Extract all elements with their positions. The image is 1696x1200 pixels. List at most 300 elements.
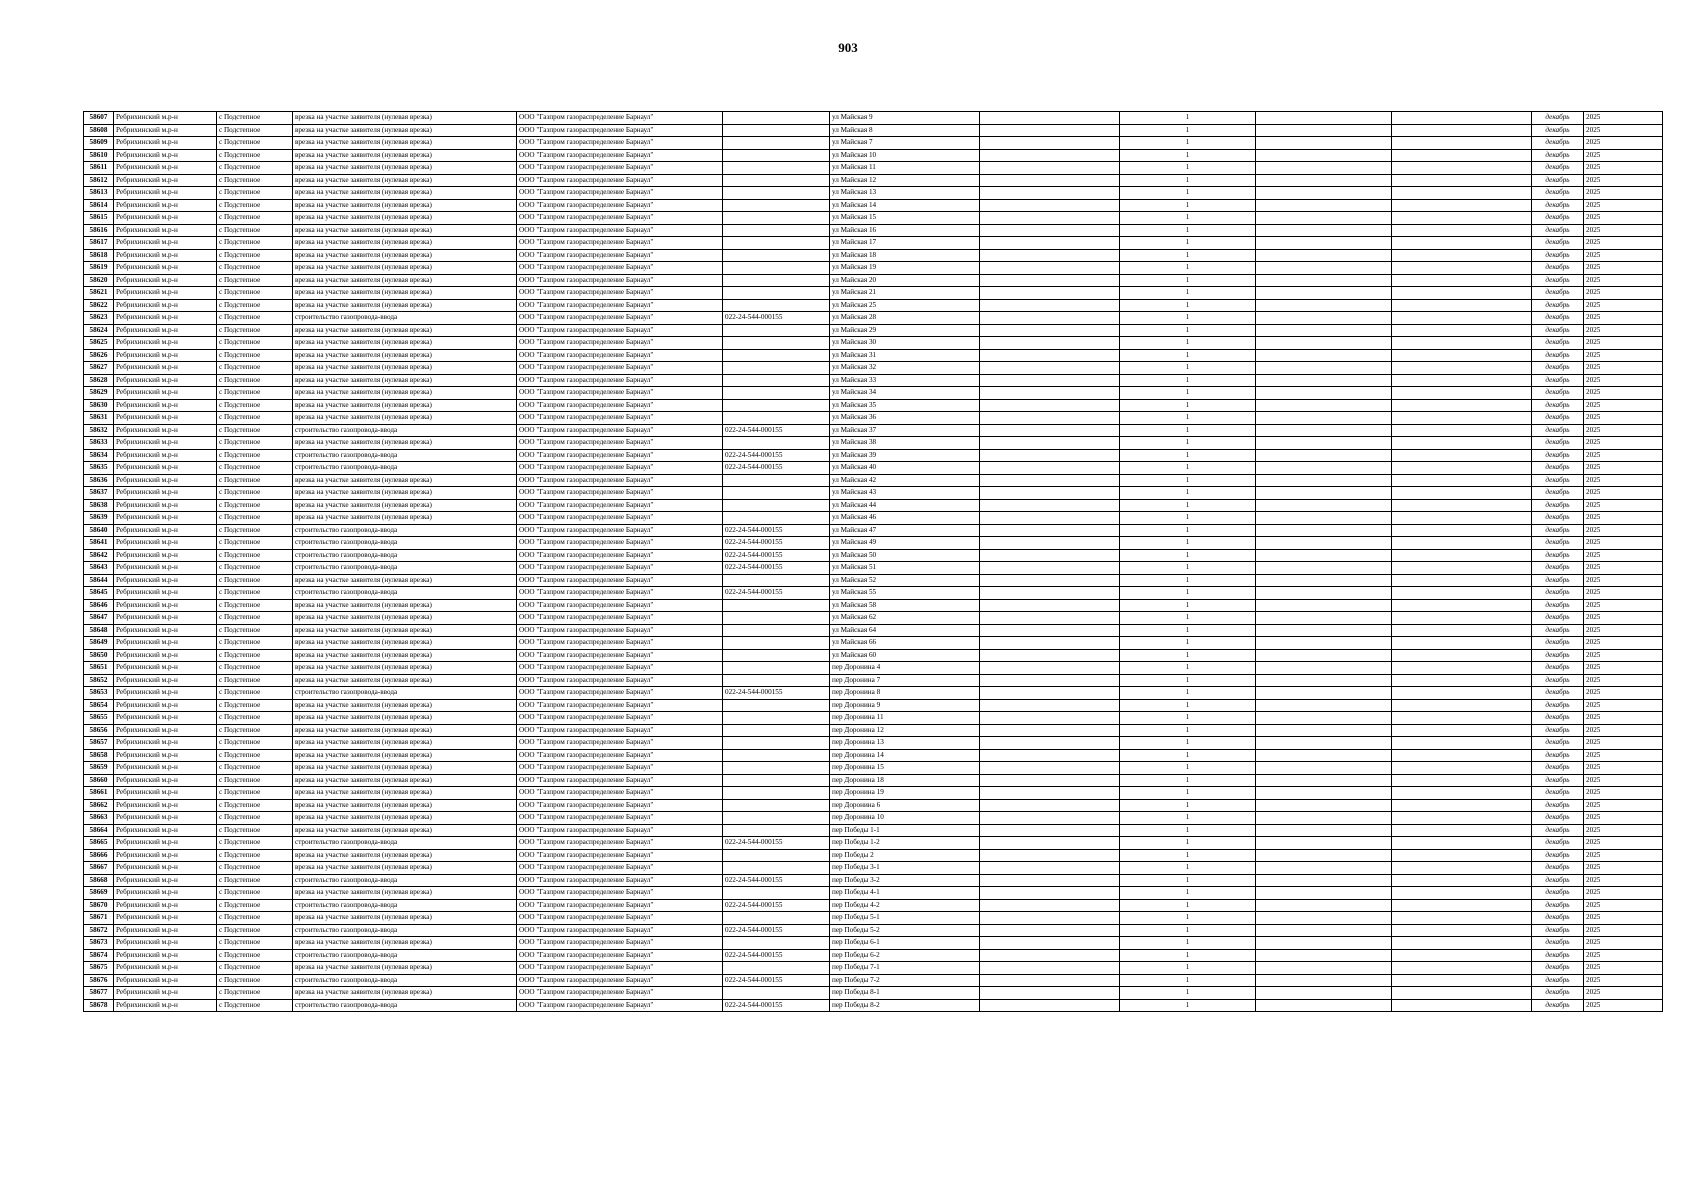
address-cell: пер Победы 8-1	[830, 987, 980, 1000]
empty-cell	[1392, 837, 1532, 850]
district-cell: Ребрихинский м.р-н	[114, 237, 217, 250]
year-cell: 2025	[1584, 999, 1663, 1012]
empty-cell	[980, 112, 1120, 125]
district-cell: Ребрихинский м.р-н	[114, 662, 217, 675]
organization-cell: ООО "Газпром газораспределение Барнаул"	[517, 574, 723, 587]
organization-cell: ООО "Газпром газораспределение Барнаул"	[517, 924, 723, 937]
month-cell: декабрь	[1532, 474, 1584, 487]
empty-cell	[1256, 924, 1392, 937]
empty-cell	[1392, 112, 1532, 125]
empty-cell	[1256, 987, 1392, 1000]
address-cell: пер Доронина 15	[830, 762, 980, 775]
district-cell: Ребрихинский м.р-н	[114, 437, 217, 450]
address-cell: ул Майская 66	[830, 637, 980, 650]
district-cell: Ребрихинский м.р-н	[114, 624, 217, 637]
contract-number-cell: 022-24-544-000155	[723, 462, 830, 475]
table-row	[84, 287, 1663, 300]
empty-cell	[1256, 587, 1392, 600]
month-cell: декабрь	[1532, 437, 1584, 450]
empty-cell	[1392, 899, 1532, 912]
organization-cell: ООО "Газпром газораспределение Барнаул"	[517, 112, 723, 125]
table-row	[84, 512, 1663, 525]
quantity-cell: 1	[1120, 924, 1256, 937]
work-type-cell: строительство газопровода-ввода	[293, 587, 517, 600]
organization-cell: ООО "Газпром газораспределение Барнаул"	[517, 399, 723, 412]
contract-number-cell	[723, 812, 830, 825]
settlement-cell: с Подстепное	[217, 912, 293, 925]
settlement-cell: с Подстепное	[217, 487, 293, 500]
settlement-cell: с Подстепное	[217, 887, 293, 900]
month-cell: декабрь	[1532, 324, 1584, 337]
year-cell: 2025	[1584, 649, 1663, 662]
work-type-cell: врезка на участке заявителя (нулевая врезка)	[293, 149, 517, 162]
organization-cell: ООО "Газпром газораспределение Барнаул"	[517, 874, 723, 887]
quantity-cell: 1	[1120, 937, 1256, 950]
record-id-cell: 58655	[84, 712, 114, 725]
quantity-cell: 1	[1120, 349, 1256, 362]
month-cell: декабрь	[1532, 687, 1584, 700]
contract-number-cell	[723, 262, 830, 275]
address-cell: ул Майская 29	[830, 324, 980, 337]
organization-cell: ООО "Газпром газораспределение Барнаул"	[517, 274, 723, 287]
table-row	[84, 199, 1663, 212]
address-cell: пер Победы 6-1	[830, 937, 980, 950]
contract-number-cell	[723, 199, 830, 212]
quantity-cell: 1	[1120, 212, 1256, 225]
month-cell: декабрь	[1532, 724, 1584, 737]
district-cell: Ребрихинский м.р-н	[114, 249, 217, 262]
table-row	[84, 462, 1663, 475]
address-cell: ул Майская 16	[830, 224, 980, 237]
record-id-cell: 58629	[84, 387, 114, 400]
record-id-cell: 58660	[84, 774, 114, 787]
organization-cell: ООО "Газпром газораспределение Барнаул"	[517, 937, 723, 950]
contract-number-cell	[723, 299, 830, 312]
table-row	[84, 174, 1663, 187]
address-cell: ул Майская 18	[830, 249, 980, 262]
district-cell: Ребрихинский м.р-н	[114, 699, 217, 712]
table-row	[84, 762, 1663, 775]
address-cell: ул Майская 47	[830, 524, 980, 537]
year-cell: 2025	[1584, 449, 1663, 462]
record-id-cell: 58632	[84, 424, 114, 437]
empty-cell	[980, 974, 1120, 987]
work-type-cell: врезка на участке заявителя (нулевая врезка)	[293, 724, 517, 737]
contract-number-cell	[723, 862, 830, 875]
empty-cell	[1392, 137, 1532, 150]
quantity-cell: 1	[1120, 812, 1256, 825]
settlement-cell: с Подстепное	[217, 524, 293, 537]
empty-cell	[980, 424, 1120, 437]
work-type-cell: врезка на участке заявителя (нулевая врезка)	[293, 262, 517, 275]
year-cell: 2025	[1584, 549, 1663, 562]
empty-cell	[1392, 437, 1532, 450]
work-type-cell: врезка на участке заявителя (нулевая врезка)	[293, 862, 517, 875]
empty-cell	[980, 499, 1120, 512]
contract-number-cell: 022-24-544-000155	[723, 924, 830, 937]
settlement-cell: с Подстепное	[217, 187, 293, 200]
record-id-cell: 58641	[84, 537, 114, 550]
organization-cell: ООО "Газпром газораспределение Барнаул"	[517, 512, 723, 525]
empty-cell	[980, 637, 1120, 650]
empty-cell	[1256, 837, 1392, 850]
address-cell: ул Майская 8	[830, 124, 980, 137]
organization-cell: ООО "Газпром газораспределение Барнаул"	[517, 499, 723, 512]
month-cell: декабрь	[1532, 974, 1584, 987]
empty-cell	[1256, 512, 1392, 525]
table-row	[84, 899, 1663, 912]
table-row	[84, 937, 1663, 950]
contract-number-cell	[723, 699, 830, 712]
quantity-cell: 1	[1120, 174, 1256, 187]
contract-number-cell: 022-24-544-000155	[723, 537, 830, 550]
year-cell: 2025	[1584, 574, 1663, 587]
district-cell: Ребрихинский м.р-н	[114, 462, 217, 475]
empty-cell	[1392, 212, 1532, 225]
month-cell: декабрь	[1532, 549, 1584, 562]
quantity-cell: 1	[1120, 199, 1256, 212]
contract-number-cell	[723, 212, 830, 225]
settlement-cell: с Подстепное	[217, 399, 293, 412]
work-type-cell: врезка на участке заявителя (нулевая врезка)	[293, 212, 517, 225]
year-cell: 2025	[1584, 849, 1663, 862]
year-cell: 2025	[1584, 862, 1663, 875]
district-cell: Ребрихинский м.р-н	[114, 187, 217, 200]
work-type-cell: врезка на участке заявителя (нулевая врезка)	[293, 699, 517, 712]
work-type-cell: врезка на участке заявителя (нулевая врезка)	[293, 337, 517, 350]
table-row	[84, 962, 1663, 975]
organization-cell: ООО "Газпром газораспределение Барнаул"	[517, 324, 723, 337]
month-cell: декабрь	[1532, 599, 1584, 612]
settlement-cell: с Подстепное	[217, 424, 293, 437]
empty-cell	[980, 862, 1120, 875]
district-cell: Ребрихинский м.р-н	[114, 587, 217, 600]
work-type-cell: врезка на участке заявителя (нулевая врезка)	[293, 299, 517, 312]
district-cell: Ребрихинский м.р-н	[114, 312, 217, 325]
empty-cell	[980, 699, 1120, 712]
address-cell: ул Майская 38	[830, 437, 980, 450]
year-cell: 2025	[1584, 537, 1663, 550]
empty-cell	[1256, 124, 1392, 137]
empty-cell	[1392, 362, 1532, 375]
empty-cell	[1256, 237, 1392, 250]
contract-number-cell	[723, 762, 830, 775]
year-cell: 2025	[1584, 237, 1663, 250]
record-id-cell: 58622	[84, 299, 114, 312]
address-cell: ул Майская 50	[830, 549, 980, 562]
district-cell: Ребрихинский м.р-н	[114, 787, 217, 800]
district-cell: Ребрихинский м.р-н	[114, 649, 217, 662]
district-cell: Ребрихинский м.р-н	[114, 362, 217, 375]
empty-cell	[1392, 387, 1532, 400]
settlement-cell: с Подстепное	[217, 687, 293, 700]
empty-cell	[980, 662, 1120, 675]
settlement-cell: с Подстепное	[217, 737, 293, 750]
address-cell: ул Майская 17	[830, 237, 980, 250]
quantity-cell: 1	[1120, 762, 1256, 775]
organization-cell: ООО "Газпром газораспределение Барнаул"	[517, 687, 723, 700]
contract-number-cell	[723, 662, 830, 675]
empty-cell	[980, 737, 1120, 750]
empty-cell	[980, 449, 1120, 462]
empty-cell	[1392, 749, 1532, 762]
contract-number-cell	[723, 512, 830, 525]
work-type-cell: строительство газопровода-ввода	[293, 524, 517, 537]
empty-cell	[980, 624, 1120, 637]
contract-number-cell	[723, 162, 830, 175]
contract-number-cell: 022-24-544-000155	[723, 687, 830, 700]
empty-cell	[980, 924, 1120, 937]
record-id-cell: 58669	[84, 887, 114, 900]
organization-cell: ООО "Газпром газораспределение Барнаул"	[517, 137, 723, 150]
quantity-cell: 1	[1120, 162, 1256, 175]
empty-cell	[1256, 362, 1392, 375]
district-cell: Ребрихинский м.р-н	[114, 937, 217, 950]
empty-cell	[1256, 899, 1392, 912]
address-cell: пер Доронина 13	[830, 737, 980, 750]
address-cell: ул Майская 37	[830, 424, 980, 437]
organization-cell: ООО "Газпром газораспределение Барнаул"	[517, 999, 723, 1012]
month-cell: декабрь	[1532, 524, 1584, 537]
month-cell: декабрь	[1532, 274, 1584, 287]
month-cell: декабрь	[1532, 562, 1584, 575]
settlement-cell: с Подстепное	[217, 699, 293, 712]
month-cell: декабрь	[1532, 449, 1584, 462]
year-cell: 2025	[1584, 387, 1663, 400]
month-cell: декабрь	[1532, 674, 1584, 687]
organization-cell: ООО "Газпром газораспределение Барнаул"	[517, 837, 723, 850]
record-id-cell: 58674	[84, 949, 114, 962]
table-row	[84, 712, 1663, 725]
quantity-cell: 1	[1120, 862, 1256, 875]
district-cell: Ребрихинский м.р-н	[114, 274, 217, 287]
record-id-cell: 58652	[84, 674, 114, 687]
year-cell: 2025	[1584, 362, 1663, 375]
settlement-cell: с Подстепное	[217, 362, 293, 375]
settlement-cell: с Подстепное	[217, 412, 293, 425]
month-cell: декабрь	[1532, 849, 1584, 862]
empty-cell	[980, 437, 1120, 450]
work-type-cell: врезка на участке заявителя (нулевая врезка)	[293, 812, 517, 825]
organization-cell: ООО "Газпром газораспределение Барнаул"	[517, 287, 723, 300]
empty-cell	[1256, 424, 1392, 437]
empty-cell	[980, 887, 1120, 900]
empty-cell	[1392, 974, 1532, 987]
empty-cell	[1392, 462, 1532, 475]
empty-cell	[1392, 149, 1532, 162]
table-row	[84, 337, 1663, 350]
contract-number-cell	[723, 187, 830, 200]
address-cell: ул Майская 20	[830, 274, 980, 287]
settlement-cell: с Подстепное	[217, 549, 293, 562]
address-cell: ул Майская 46	[830, 512, 980, 525]
year-cell: 2025	[1584, 137, 1663, 150]
contract-number-cell	[723, 749, 830, 762]
quantity-cell: 1	[1120, 849, 1256, 862]
work-type-cell: врезка на участке заявителя (нулевая врезка)	[293, 649, 517, 662]
empty-cell	[980, 312, 1120, 325]
empty-cell	[1392, 374, 1532, 387]
district-cell: Ребрихинский м.р-н	[114, 874, 217, 887]
work-type-cell: врезка на участке заявителя (нулевая врезка)	[293, 737, 517, 750]
empty-cell	[980, 712, 1120, 725]
empty-cell	[980, 174, 1120, 187]
empty-cell	[1256, 287, 1392, 300]
year-cell: 2025	[1584, 499, 1663, 512]
empty-cell	[1256, 862, 1392, 875]
month-cell: декабрь	[1532, 649, 1584, 662]
organization-cell: ООО "Газпром газораспределение Барнаул"	[517, 224, 723, 237]
settlement-cell: с Подстепное	[217, 249, 293, 262]
settlement-cell: с Подстепное	[217, 837, 293, 850]
record-id-cell: 58643	[84, 562, 114, 575]
month-cell: декабрь	[1532, 837, 1584, 850]
empty-cell	[1392, 399, 1532, 412]
empty-cell	[1256, 137, 1392, 150]
work-type-cell: строительство газопровода-ввода	[293, 312, 517, 325]
empty-cell	[980, 562, 1120, 575]
contract-number-cell	[723, 937, 830, 950]
address-cell: ул Майская 7	[830, 137, 980, 150]
settlement-cell: с Подстепное	[217, 562, 293, 575]
record-id-cell: 58628	[84, 374, 114, 387]
month-cell: декабрь	[1532, 799, 1584, 812]
contract-number-cell	[723, 412, 830, 425]
quantity-cell: 1	[1120, 424, 1256, 437]
organization-cell: ООО "Газпром газораспределение Барнаул"	[517, 762, 723, 775]
address-cell: ул Майская 13	[830, 187, 980, 200]
record-id-cell: 58666	[84, 849, 114, 862]
organization-cell: ООО "Газпром газораспределение Барнаул"	[517, 237, 723, 250]
record-id-cell: 58614	[84, 199, 114, 212]
contract-number-cell: 022-24-544-000155	[723, 587, 830, 600]
record-id-cell: 58659	[84, 762, 114, 775]
contract-number-cell	[723, 774, 830, 787]
settlement-cell: с Подстепное	[217, 387, 293, 400]
table-row	[84, 824, 1663, 837]
empty-cell	[1392, 274, 1532, 287]
empty-cell	[980, 299, 1120, 312]
quantity-cell: 1	[1120, 462, 1256, 475]
district-cell: Ребрихинский м.р-н	[114, 599, 217, 612]
empty-cell	[980, 412, 1120, 425]
organization-cell: ООО "Газпром газораспределение Барнаул"	[517, 862, 723, 875]
empty-cell	[1392, 774, 1532, 787]
organization-cell: ООО "Газпром газораспределение Барнаул"	[517, 724, 723, 737]
quantity-cell: 1	[1120, 624, 1256, 637]
table-row	[84, 562, 1663, 575]
address-cell: ул Майская 25	[830, 299, 980, 312]
district-cell: Ребрихинский м.р-н	[114, 824, 217, 837]
table-row	[84, 474, 1663, 487]
quantity-cell: 1	[1120, 949, 1256, 962]
work-type-cell: строительство газопровода-ввода	[293, 899, 517, 912]
district-cell: Ребрихинский м.р-н	[114, 299, 217, 312]
empty-cell	[1392, 187, 1532, 200]
organization-cell: ООО "Газпром газораспределение Барнаул"	[517, 312, 723, 325]
organization-cell: ООО "Газпром газораспределение Барнаул"	[517, 262, 723, 275]
record-id-cell: 58610	[84, 149, 114, 162]
quantity-cell: 1	[1120, 612, 1256, 625]
settlement-cell: с Подстепное	[217, 224, 293, 237]
district-cell: Ребрихинский м.р-н	[114, 637, 217, 650]
contract-number-cell: 022-24-544-000155	[723, 999, 830, 1012]
month-cell: декабрь	[1532, 637, 1584, 650]
empty-cell	[1256, 712, 1392, 725]
organization-cell: ООО "Газпром газораспределение Барнаул"	[517, 712, 723, 725]
empty-cell	[1392, 724, 1532, 737]
work-type-cell: врезка на участке заявителя (нулевая врезка)	[293, 224, 517, 237]
organization-cell: ООО "Газпром газораспределение Барнаул"	[517, 349, 723, 362]
empty-cell	[1256, 737, 1392, 750]
district-cell: Ребрихинский м.р-н	[114, 412, 217, 425]
quantity-cell: 1	[1120, 237, 1256, 250]
contract-number-cell: 022-24-544-000155	[723, 874, 830, 887]
organization-cell: ООО "Газпром газораспределение Барнаул"	[517, 674, 723, 687]
organization-cell: ООО "Газпром газораспределение Барнаул"	[517, 124, 723, 137]
organization-cell: ООО "Газпром газораспределение Барнаул"	[517, 474, 723, 487]
address-cell: ул Майская 58	[830, 599, 980, 612]
settlement-cell: с Подстепное	[217, 724, 293, 737]
empty-cell	[1256, 437, 1392, 450]
settlement-cell: с Подстепное	[217, 812, 293, 825]
table-row	[84, 874, 1663, 887]
settlement-cell: с Подстепное	[217, 237, 293, 250]
district-cell: Ребрихинский м.р-н	[114, 974, 217, 987]
contract-number-cell	[723, 649, 830, 662]
contract-number-cell	[723, 674, 830, 687]
district-cell: Ребрихинский м.р-н	[114, 349, 217, 362]
table-row	[84, 724, 1663, 737]
contract-number-cell	[723, 787, 830, 800]
year-cell: 2025	[1584, 324, 1663, 337]
address-cell: ул Майская 32	[830, 362, 980, 375]
district-cell: Ребрихинский м.р-н	[114, 224, 217, 237]
district-cell: Ребрихинский м.р-н	[114, 324, 217, 337]
record-id-cell: 58623	[84, 312, 114, 325]
month-cell: декабрь	[1532, 412, 1584, 425]
table-row	[84, 349, 1663, 362]
empty-cell	[980, 199, 1120, 212]
work-type-cell: строительство газопровода-ввода	[293, 999, 517, 1012]
work-type-cell: врезка на участке заявителя (нулевая врезка)	[293, 374, 517, 387]
district-cell: Ребрихинский м.р-н	[114, 524, 217, 537]
empty-cell	[1392, 599, 1532, 612]
contract-number-cell	[723, 737, 830, 750]
table-row	[84, 912, 1663, 925]
empty-cell	[980, 949, 1120, 962]
empty-cell	[1256, 949, 1392, 962]
month-cell: декабрь	[1532, 537, 1584, 550]
contract-number-cell	[723, 912, 830, 925]
empty-cell	[1256, 962, 1392, 975]
year-cell: 2025	[1584, 762, 1663, 775]
table-row	[84, 387, 1663, 400]
empty-cell	[980, 687, 1120, 700]
quantity-cell: 1	[1120, 149, 1256, 162]
settlement-cell: с Подстепное	[217, 949, 293, 962]
month-cell: декабрь	[1532, 824, 1584, 837]
month-cell: декабрь	[1532, 362, 1584, 375]
organization-cell: ООО "Газпром газораспределение Барнаул"	[517, 974, 723, 987]
year-cell: 2025	[1584, 224, 1663, 237]
quantity-cell: 1	[1120, 487, 1256, 500]
organization-cell: ООО "Газпром газораспределение Барнаул"	[517, 187, 723, 200]
district-cell: Ребрихинский м.р-н	[114, 474, 217, 487]
contract-number-cell	[723, 287, 830, 300]
month-cell: декабрь	[1532, 249, 1584, 262]
contract-number-cell	[723, 362, 830, 375]
